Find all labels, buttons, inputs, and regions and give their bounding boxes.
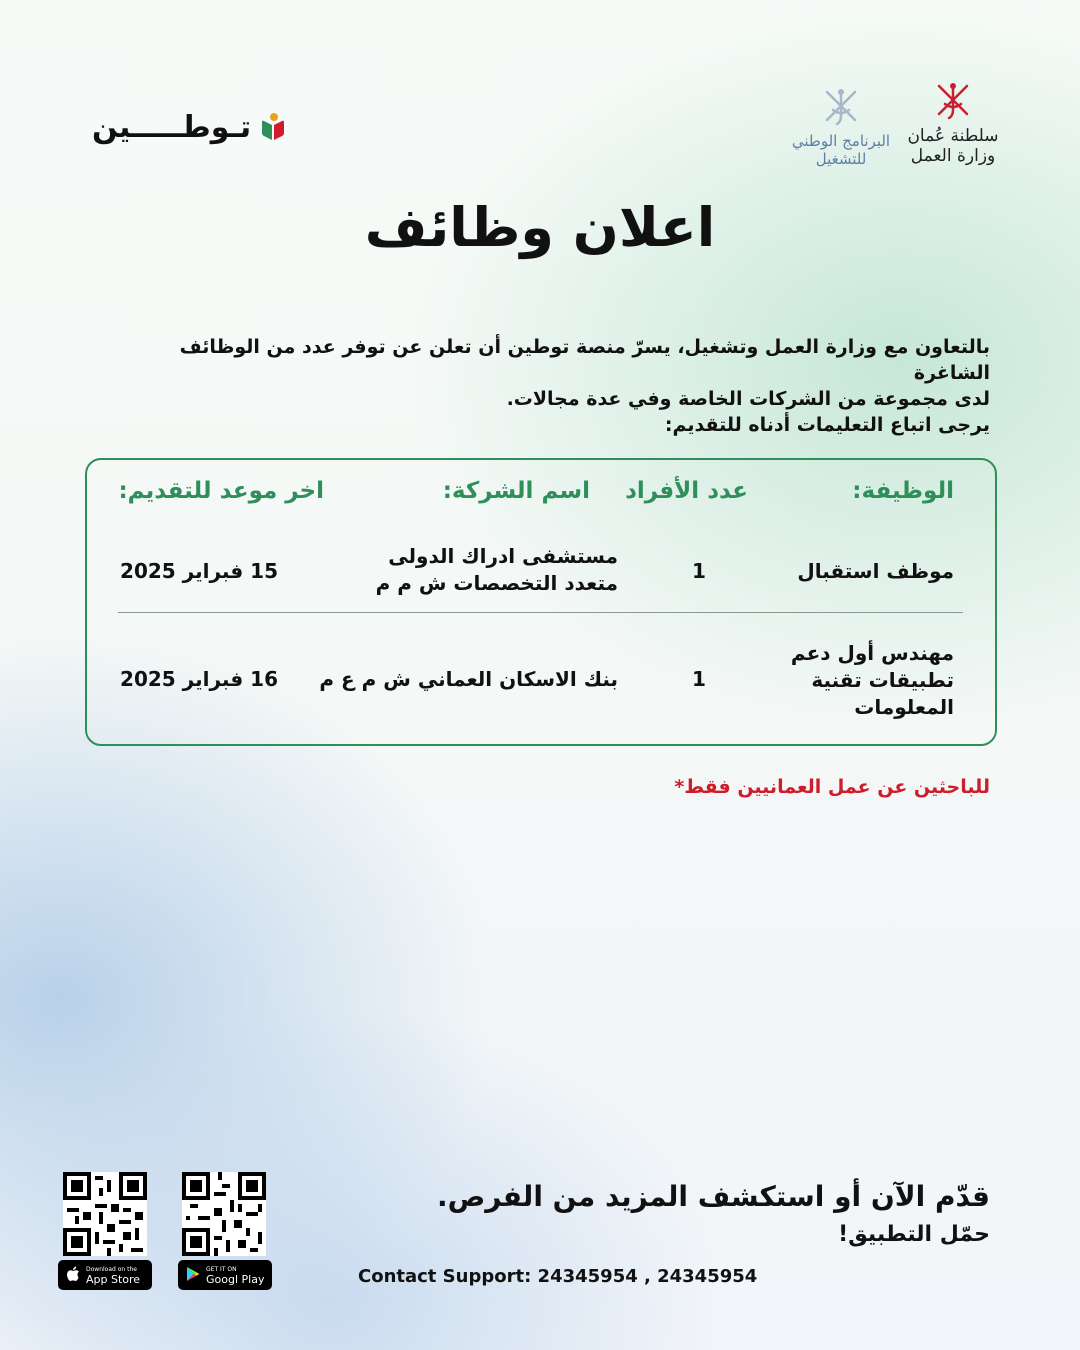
nep-text-line2: للتشغيل <box>815 150 867 168</box>
tawteen-wordmark: تـوطـــــين <box>92 109 252 145</box>
oman-emblem-icon <box>933 80 973 122</box>
row-divider <box>118 612 963 613</box>
row1-count: 1 <box>692 559 706 583</box>
row1-company-line2: متعدد التخصصات ش م م <box>375 571 618 595</box>
header-count: عدد الأفراد <box>625 478 748 504</box>
intro-paragraph <box>110 334 990 438</box>
intro-line-3: يرجى اتباع التعليمات أدناه للتقديم: <box>664 414 990 436</box>
intro-line-1: بالتعاون مع وزارة العمل وتشغيل، يسرّ منصة توطين أن تعلن عن توفر عدد من الوظائف الشاغرة <box>179 336 990 384</box>
app-store-big-text: App Store <box>86 1272 141 1286</box>
app-store-qr-code[interactable] <box>63 1172 147 1256</box>
header-company: اسم الشركة: <box>442 478 590 504</box>
row2-deadline: 16 فبراير 2025 <box>120 667 278 691</box>
contact-support: Contact Support: 24345954 , 24345954 <box>358 1266 758 1287</box>
cta-headline: قدّم الآن أو استكشف المزيد من الفرص. <box>436 1180 990 1213</box>
page-title: اعلان وظائف <box>364 196 716 259</box>
row2-job-line3: المعلومات <box>854 695 954 719</box>
nep-text-line1: البرنامج الوطني <box>791 132 891 150</box>
google-play-qr-code[interactable] <box>182 1172 266 1256</box>
row2-job <box>791 640 954 721</box>
nep-emblem-icon <box>821 86 861 128</box>
cta-download-text: حمّل التطبيق! <box>838 1222 990 1247</box>
nep-logo <box>786 86 896 168</box>
intro-line-2: لدى مجموعة من الشركات الخاصة وفي عدة مجالات. <box>506 388 990 410</box>
row1-company <box>376 543 618 597</box>
row2-company: بنك الاسكان العماني ش م ع م <box>319 667 618 691</box>
header-deadline: اخر موعد للتقديم: <box>118 478 324 504</box>
app-store-small-text: Download on the <box>86 1265 137 1273</box>
mol-text-line2: وزارة العمل <box>910 146 996 166</box>
google-play-icon <box>186 1266 200 1285</box>
ministry-of-labour-logo <box>900 80 1006 166</box>
row1-company-line1: مستشفى ادراك الدولى <box>388 544 618 568</box>
google-play-small-text: GET IT ON <box>206 1265 237 1273</box>
row2-job-line2: تطبيقات تقنية <box>811 668 954 692</box>
google-play-badge[interactable] <box>178 1260 272 1290</box>
row1-job: موظف استقبال <box>797 559 954 583</box>
header-job: الوظيفة: <box>852 478 954 504</box>
tawteen-mark-icon <box>259 112 287 142</box>
tawteen-logo <box>92 104 287 150</box>
apple-icon <box>66 1266 80 1285</box>
eligibility-note: للباحثين عن عمل العمانيين فقط* <box>674 776 990 798</box>
row1-deadline: 15 فبراير 2025 <box>120 559 278 583</box>
mol-text-line1: سلطنة عُمان <box>907 126 999 146</box>
app-store-badge[interactable] <box>58 1260 152 1290</box>
row2-job-line1: مهندس أول دعم <box>790 641 954 665</box>
google-play-big-text: Googl Play <box>206 1272 265 1286</box>
row2-count: 1 <box>692 667 706 691</box>
